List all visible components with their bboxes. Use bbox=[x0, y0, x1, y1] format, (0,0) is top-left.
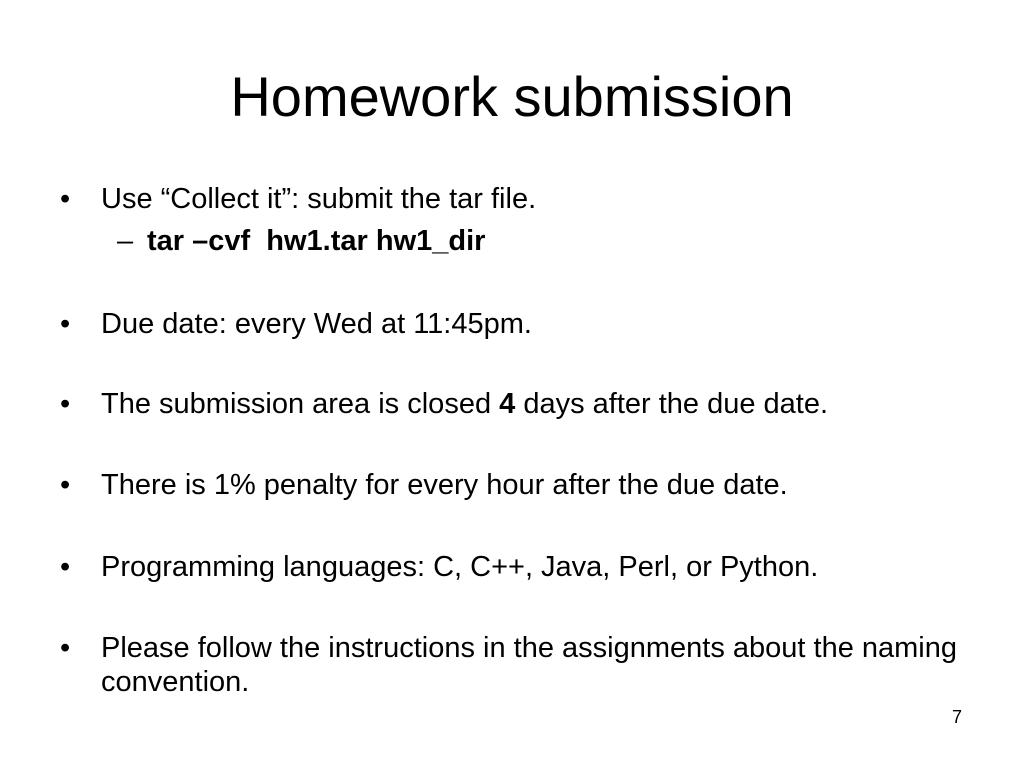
bullet-text: Programming languages: C, C++, Java, Perl, or Python. bbox=[101, 551, 819, 583]
bullet-marker: • bbox=[60, 388, 71, 420]
bullet-text: Please follow the instructions in the assignments about the naming convention. bbox=[101, 632, 957, 698]
bullet-text bbox=[101, 387, 970, 421]
bullet-text: Use “Collect it”: submit the tar file. bbox=[101, 183, 537, 215]
bullet-text-after: days after the due date. bbox=[515, 388, 829, 420]
tar-command: tar –cvf hw1.tar hw1_dir bbox=[147, 225, 486, 257]
bullet-item bbox=[60, 182, 970, 216]
slide-title: Homework submission bbox=[230, 65, 794, 128]
bullet-item bbox=[60, 631, 970, 699]
bullet-text: Due date: every Wed at 11:45pm. bbox=[101, 308, 532, 340]
bullet-item bbox=[60, 387, 970, 421]
closed-days-count: 4 bbox=[499, 388, 516, 420]
bullet-marker: • bbox=[60, 308, 71, 340]
bullet-marker: • bbox=[60, 469, 71, 501]
bullet-marker: • bbox=[60, 632, 71, 664]
page-number: 7 bbox=[951, 707, 962, 727]
sub-bullet-marker: – bbox=[117, 225, 134, 257]
bullet-marker: • bbox=[60, 183, 71, 215]
bullet-item bbox=[60, 468, 970, 502]
bullet-text: There is 1% penalty for every hour after the due date. bbox=[101, 469, 788, 501]
bullet-item bbox=[60, 307, 970, 341]
bullet-marker: • bbox=[60, 551, 71, 583]
bullet-item bbox=[60, 550, 970, 584]
bullet-text-before: The submission area is closed bbox=[101, 388, 500, 420]
sub-bullet-item bbox=[117, 224, 967, 258]
